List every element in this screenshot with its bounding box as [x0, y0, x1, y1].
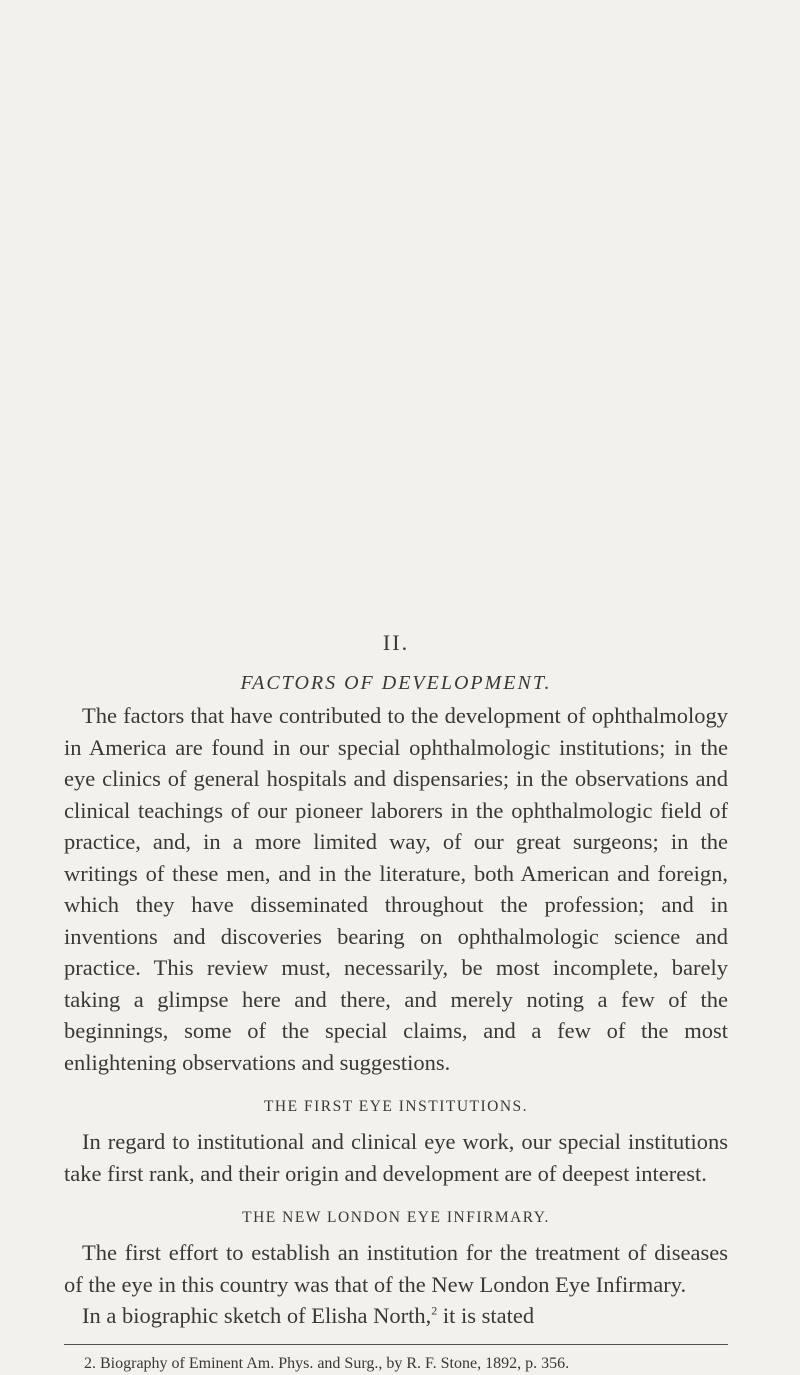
new-london-paragraph-2	[64, 1300, 728, 1332]
section-heading-first-eye-institutions: THE FIRST EYE INSTITUTIONS.	[263, 1098, 529, 1115]
intro-paragraph: The factors that have contributed to the development of ophthalmology in America are found in our special ophthalmologic institutions; in the eye clinics of general hospitals and dispensaries; in the observations and clinical teachings of our pioneer laborers in the ophthalmologic field of practice, and, in a more limited way, of our great surgeons; in the writings of these men, and in the literature, both American and foreign, which they have disseminated throughout the profession; and in inventions and discoveries bearing on ophthalmologic science and practice. This review must, necessarily, be most incomplete, barely taking a glimpse here and there, and merely noting a few of the beginnings, some of the special claims, and a few of the most enlightening observations and suggestions.	[64, 703, 728, 1075]
chapter-title: FACTORS OF DEVELOPMENT.	[240, 672, 552, 694]
paragraph-text-start: In a biographic sketch of Elisha North,	[82, 1303, 432, 1328]
book-page	[64, 630, 728, 1375]
footnote: 2. Biography of Eminent Am. Phys. and Surg., by R. F. Stone, 1892, p. 356.	[84, 1354, 570, 1372]
footnote-divider	[64, 1344, 728, 1345]
first-eye-institutions-paragraph: In regard to institutional and clinical eye work, our special institutions take first rank, and their origin and development are of deepest interest.	[64, 1129, 728, 1186]
chapter-number: II.	[382, 630, 410, 655]
footnote-reference: 2	[431, 1303, 438, 1318]
section-heading-new-london-eye-infirmary: THE NEW LONDON EYE INFIRMARY.	[242, 1209, 550, 1226]
paragraph-text-end: it is stated	[437, 1303, 535, 1328]
new-london-paragraph-1: The first effort to establish an institution for the treatment of diseases of the eye in this country was that of the New London Eye Infirmary.	[64, 1240, 728, 1297]
